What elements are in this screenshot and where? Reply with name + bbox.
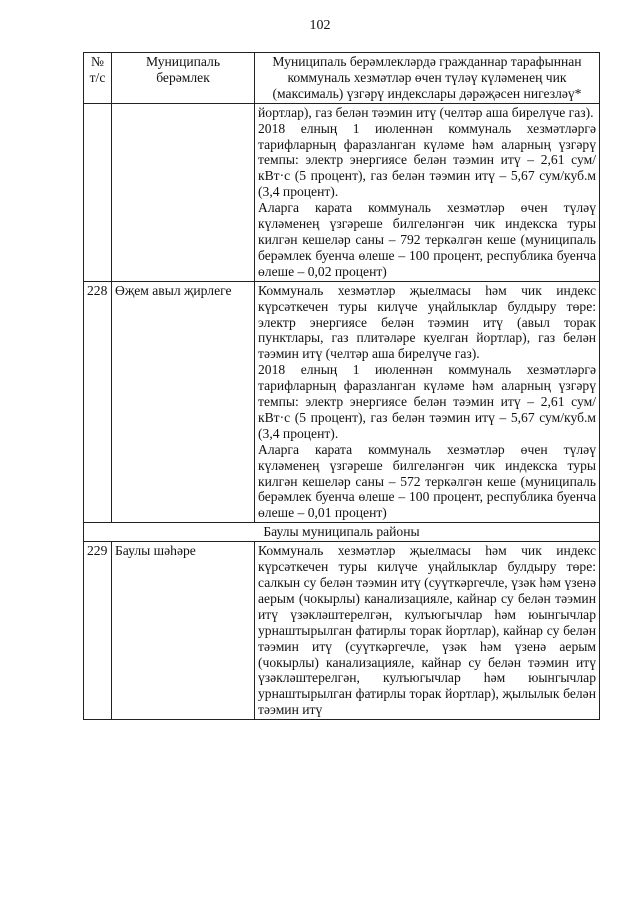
table-row: [84, 103, 600, 281]
row-description: [255, 103, 600, 281]
paragraph: 2018 елның 1 июленнән коммуналь хезмәтләргә тарифларның фаразланган күләме һәм аларның үзгәрү темпы: электр энергиясе белән тәэмин итү – 2,61 сум/кВт·с (5 процент), газ белән тәэмин итү – 5,67 сум/куб.м (3,4 процент).: [258, 120, 596, 200]
row-municipality: [112, 103, 255, 281]
section-row: [84, 523, 600, 542]
header-municipality: [112, 53, 255, 104]
row-description: [255, 542, 600, 720]
row-num: [84, 103, 112, 281]
paragraph: Коммуналь хезмәтләр җыелмасы һәм чик индекс күрсәткечен туры килүче уңайлыклар булдыру төре: салкын су белән тәэмин итү (суүткәргечле, үзәк һәм үзенә аерым (чокырлы) канализацияле, кайнар су белән тәэмин итү үзәкләштерелгән, кулъюгычлар һәм юынгычлар урнаштырылган фатирлы торак йортлар), кайнар су белән тәэмин итү (суүткәргечле, үзәк һәм үзенә аерым (чокырлы) канализацияле, кайнар су белән тәэмин итү үзәкләштерелгән, кулъюгычлар һәм юынгычлар урнаштырылган фатирлы торак йортлар), җылылык белән тәэмин итү: [258, 543, 596, 718]
table-row: [84, 281, 600, 523]
header-index: [255, 53, 600, 104]
row-num: 228: [84, 281, 112, 523]
paragraph: Аларга карата коммуналь хезмәтләр өчен түләү күләменең үзгәреше билгеләнгән чик индекска туры килгән кешеләр саны – 572 теркәлгән кеше (муниципаль берәмлек буенча өлеше – 100 процент, республика буенча өлеше – 0,01 процент): [258, 441, 596, 521]
table-row: [84, 542, 600, 720]
paragraph: 2018 елның 1 июленнән коммуналь хезмәтләргә тарифларның фаразланган күләме һәм аларның үзгәрү темпы: электр энергиясе белән тәэмин итү – 2,61 сум/кВт·с (5 процент), газ белән тәэмин итү – 5,67 сум/куб.м (3,4 процент).: [258, 362, 596, 441]
paragraph: Аларга карата коммуналь хезмәтләр өчен түләү күләменең үзгәреше билгеләнгән чик индекска туры килгән кешеләр саны – 792 теркәлгән кеше (муниципаль берәмлек буенча өлеше – 100 процент, республика буенча өлеше – 0,02 процент): [258, 200, 596, 279]
section-title: Баулы муниципаль районы: [84, 523, 600, 542]
row-municipality: Өҗем авыл җирлеге: [112, 281, 255, 523]
paragraph: Коммуналь хезмәтләр җыелмасы һәм чик индекс күрсәткечен туры килүче уңайлыклар булдыру төре: электр энергиясе белән тәэмин итү (авыл торак пунктлары, газ плитәләре куелган йортлар), газ белән тәэмин итү (челтәр аша бирелүче газ).: [258, 282, 596, 362]
page-number: 102: [309, 18, 331, 33]
header-municipality-label: Муниципаль берәмлек: [145, 54, 221, 85]
index-table: [83, 52, 600, 720]
header-num-label: № т/с: [89, 54, 106, 85]
row-description: [255, 281, 600, 523]
row-municipality: Баулы шәһәре: [112, 542, 255, 720]
paragraph: йортлар), газ белән тәэмин итү (челтәр аша бирелүче газ).: [258, 104, 594, 120]
header-num: [84, 53, 112, 104]
row-num: 229: [84, 542, 112, 720]
header-index-label: Муниципаль берәмлекләрдә гражданнар тарафыннан коммуналь хезмәтләр өчен түләү күләменең чик (максималь) үзгәрү индекслары дәрәҗәсен нигезләү*: [272, 54, 582, 101]
table-header-row: [84, 53, 600, 104]
